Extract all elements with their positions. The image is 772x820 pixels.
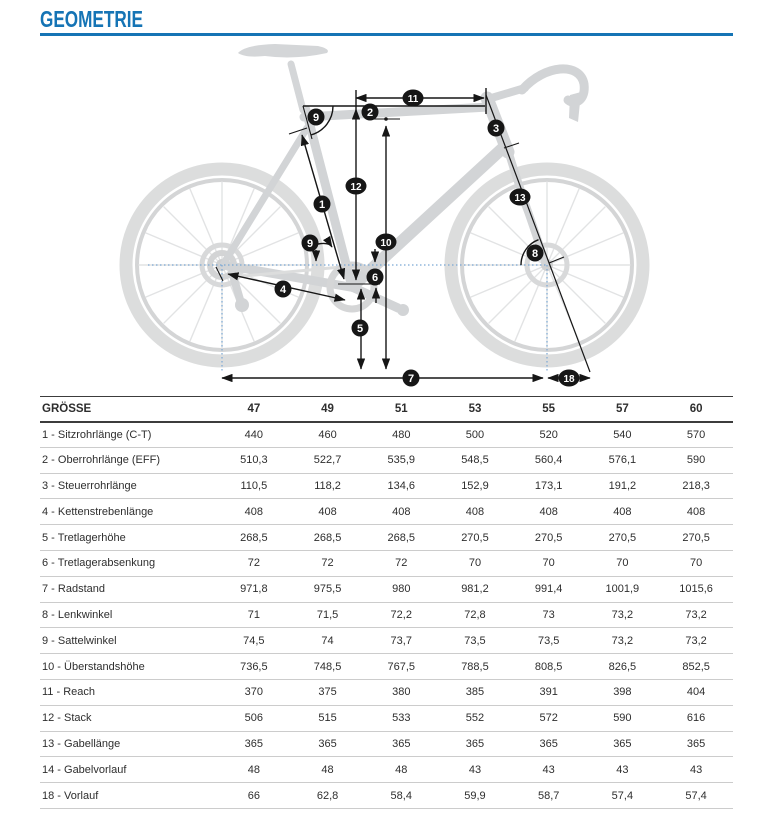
size-column-header: 49 — [291, 397, 365, 422]
value-cell: 460 — [291, 422, 365, 448]
value-cell: 408 — [512, 499, 586, 525]
value-cell: 57,4 — [586, 783, 660, 809]
value-cell: 270,5 — [586, 525, 660, 551]
table-row — [40, 525, 733, 551]
value-cell: 404 — [659, 679, 733, 705]
value-cell: 43 — [586, 757, 660, 783]
value-cell: 560,4 — [512, 447, 586, 473]
value-cell: 134,6 — [364, 473, 438, 499]
brake-lever — [569, 92, 581, 122]
table-row — [40, 499, 733, 525]
value-cell: 515 — [291, 705, 365, 731]
value-cell: 118,2 — [291, 473, 365, 499]
value-cell: 370 — [217, 679, 291, 705]
value-cell: 48 — [217, 757, 291, 783]
table-row — [40, 679, 733, 705]
value-cell: 548,5 — [438, 447, 512, 473]
value-cell: 73,2 — [659, 602, 733, 628]
value-cell: 398 — [586, 679, 660, 705]
value-cell: 408 — [438, 499, 512, 525]
callout-badge-label: 2 — [366, 106, 374, 119]
value-cell: 980 — [364, 576, 438, 602]
size-column-header: 57 — [586, 397, 660, 422]
value-cell: 59,9 — [438, 783, 512, 809]
value-cell: 408 — [586, 499, 660, 525]
table-row — [40, 550, 733, 576]
table-row — [40, 654, 733, 680]
value-cell: 70 — [659, 550, 733, 576]
table-row — [40, 783, 733, 809]
table-row — [40, 628, 733, 654]
value-cell: 58,7 — [512, 783, 586, 809]
size-header-label: GRÖSSE — [40, 397, 217, 422]
value-cell: 270,5 — [438, 525, 512, 551]
value-cell: 535,9 — [364, 447, 438, 473]
page-title: GEOMETRIE — [40, 6, 143, 33]
row-label: 7 - Radstand — [40, 576, 217, 602]
value-cell: 74 — [291, 628, 365, 654]
value-cell: 365 — [438, 731, 512, 757]
value-cell: 506 — [217, 705, 291, 731]
value-cell: 540 — [586, 422, 660, 448]
value-cell: 72,8 — [438, 602, 512, 628]
value-cell: 616 — [659, 705, 733, 731]
value-cell: 268,5 — [291, 525, 365, 551]
row-label: 11 - Reach — [40, 679, 217, 705]
value-cell: 975,5 — [291, 576, 365, 602]
row-label: 8 - Lenkwinkel — [40, 602, 217, 628]
value-cell: 72 — [291, 550, 365, 576]
value-cell: 268,5 — [217, 525, 291, 551]
table-body — [40, 422, 733, 809]
value-cell: 70 — [512, 550, 586, 576]
value-cell: 43 — [438, 757, 512, 783]
value-cell: 440 — [217, 422, 291, 448]
row-label: 1 - Sitzrohrlänge (C-T) — [40, 422, 217, 448]
value-cell: 73,2 — [586, 628, 660, 654]
table-row — [40, 422, 733, 448]
bike-geometry-diagram — [0, 0, 772, 395]
row-label: 3 - Steuerrohrlänge — [40, 473, 217, 499]
value-cell: 576,1 — [586, 447, 660, 473]
table-row — [40, 731, 733, 757]
callout-badge-label: 9 — [312, 111, 320, 124]
value-cell: 365 — [217, 731, 291, 757]
value-cell: 552 — [438, 705, 512, 731]
value-cell: 72,2 — [364, 602, 438, 628]
value-cell: 480 — [364, 422, 438, 448]
value-cell: 43 — [512, 757, 586, 783]
value-cell: 70 — [586, 550, 660, 576]
value-cell: 408 — [659, 499, 733, 525]
value-cell: 365 — [364, 731, 438, 757]
value-cell: 218,3 — [659, 473, 733, 499]
size-column-header: 51 — [364, 397, 438, 422]
table-row — [40, 576, 733, 602]
callout-badge-label: 6 — [371, 271, 379, 284]
row-label: 5 - Tretlagerhöhe — [40, 525, 217, 551]
table-row — [40, 757, 733, 783]
value-cell: 73,2 — [659, 628, 733, 654]
value-cell: 71 — [217, 602, 291, 628]
value-cell: 365 — [512, 731, 586, 757]
value-cell: 522,7 — [291, 447, 365, 473]
row-label: 13 - Gabellänge — [40, 731, 217, 757]
row-label: 14 - Gabelvorlauf — [40, 757, 217, 783]
value-cell: 66 — [217, 783, 291, 809]
value-cell: 110,5 — [217, 473, 291, 499]
value-cell: 72 — [217, 550, 291, 576]
row-label: 10 - Überstandshöhe — [40, 654, 217, 680]
value-cell: 72 — [364, 550, 438, 576]
row-label: 12 - Stack — [40, 705, 217, 731]
table-row — [40, 447, 733, 473]
value-cell: 191,2 — [586, 473, 660, 499]
size-column-header: 53 — [438, 397, 512, 422]
value-cell: 572 — [512, 705, 586, 731]
value-cell: 48 — [364, 757, 438, 783]
value-cell: 152,9 — [438, 473, 512, 499]
row-label: 4 - Kettenstrebenlänge — [40, 499, 217, 525]
value-cell: 808,5 — [512, 654, 586, 680]
value-cell: 520 — [512, 422, 586, 448]
value-cell: 748,5 — [291, 654, 365, 680]
value-cell: 62,8 — [291, 783, 365, 809]
value-cell: 73,5 — [512, 628, 586, 654]
callout-badge-label: 10 — [380, 237, 392, 249]
table-header-row — [40, 397, 733, 422]
callout-badge-label: 7 — [407, 372, 415, 385]
value-cell: 533 — [364, 705, 438, 731]
value-cell: 43 — [659, 757, 733, 783]
value-cell: 375 — [291, 679, 365, 705]
callout-badge-label: 8 — [531, 247, 539, 260]
size-column-header: 55 — [512, 397, 586, 422]
value-cell: 380 — [364, 679, 438, 705]
value-cell: 270,5 — [659, 525, 733, 551]
value-cell: 365 — [659, 731, 733, 757]
saddle — [238, 44, 328, 57]
value-cell: 408 — [291, 499, 365, 525]
value-cell: 971,8 — [217, 576, 291, 602]
value-cell: 788,5 — [438, 654, 512, 680]
value-cell: 391 — [512, 679, 586, 705]
value-cell: 826,5 — [586, 654, 660, 680]
value-cell: 385 — [438, 679, 512, 705]
value-cell: 73,5 — [438, 628, 512, 654]
callout-badge-label: 11 — [407, 93, 419, 105]
value-cell: 500 — [438, 422, 512, 448]
callout-badge-label: 13 — [514, 192, 526, 204]
value-cell: 270,5 — [512, 525, 586, 551]
value-cell: 570 — [659, 422, 733, 448]
value-cell: 48 — [291, 757, 365, 783]
value-cell: 71,5 — [291, 602, 365, 628]
callout-badge-label: 4 — [279, 283, 287, 296]
callout-badge-label: 18 — [563, 373, 575, 385]
value-cell: 736,5 — [217, 654, 291, 680]
value-cell: 70 — [438, 550, 512, 576]
row-label: 2 - Oberrohrlänge (EFF) — [40, 447, 217, 473]
callout-badge-label: 3 — [492, 122, 500, 135]
size-column-header: 47 — [217, 397, 291, 422]
callout-badge-label: 1 — [318, 198, 326, 211]
value-cell: 74,5 — [217, 628, 291, 654]
value-cell: 852,5 — [659, 654, 733, 680]
value-cell: 991,4 — [512, 576, 586, 602]
rear-derailleur — [235, 298, 249, 312]
value-cell: 173,1 — [512, 473, 586, 499]
row-label: 9 - Sattelwinkel — [40, 628, 217, 654]
callout-badge-label: 5 — [356, 322, 364, 335]
table-row — [40, 705, 733, 731]
row-label: 6 - Tretlagerabsenkung — [40, 550, 217, 576]
bike-illustration — [126, 44, 643, 361]
value-cell: 365 — [586, 731, 660, 757]
value-cell: 73,7 — [364, 628, 438, 654]
value-cell: 73,2 — [586, 602, 660, 628]
table-row — [40, 473, 733, 499]
value-cell: 1001,9 — [586, 576, 660, 602]
value-cell: 590 — [659, 447, 733, 473]
value-cell: 408 — [364, 499, 438, 525]
size-column-header: 60 — [659, 397, 733, 422]
callout-badge-label: 12 — [350, 181, 362, 193]
value-cell: 510,3 — [217, 447, 291, 473]
value-cell: 590 — [586, 705, 660, 731]
value-cell: 57,4 — [659, 783, 733, 809]
geometry-table — [40, 396, 733, 809]
value-cell: 73 — [512, 602, 586, 628]
value-cell: 408 — [217, 499, 291, 525]
value-cell: 268,5 — [364, 525, 438, 551]
row-label: 18 - Vorlauf — [40, 783, 217, 809]
callout-badge-label: 9 — [306, 237, 314, 250]
value-cell: 981,2 — [438, 576, 512, 602]
table-row — [40, 602, 733, 628]
table-head — [40, 397, 733, 422]
value-cell: 365 — [291, 731, 365, 757]
value-cell: 58,4 — [364, 783, 438, 809]
value-cell: 1015,6 — [659, 576, 733, 602]
value-cell: 767,5 — [364, 654, 438, 680]
